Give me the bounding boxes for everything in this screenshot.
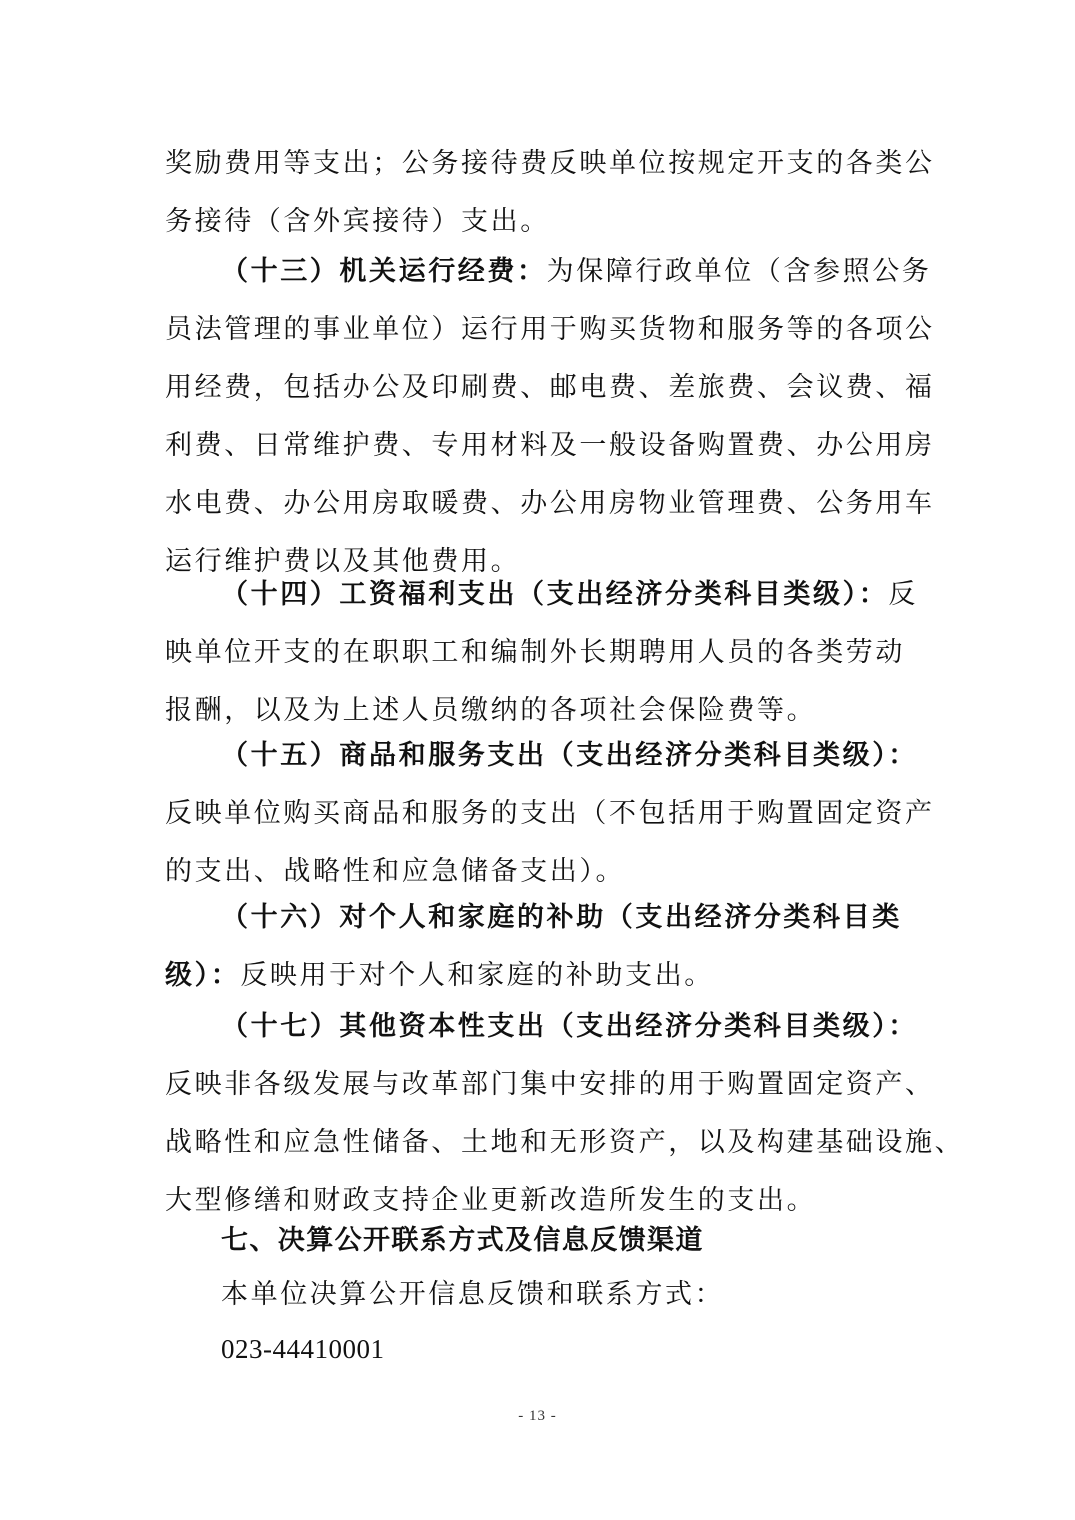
paragraph-line	[165, 998, 925, 1056]
body-text: 映单位开支的在职职工和编制外长期聘用人员的各类劳动	[165, 637, 905, 668]
paragraph-goods-services	[165, 727, 935, 901]
body-text: 奖励费用等支出；公务接待费反映单位按规定开支的各类公	[165, 148, 935, 179]
body-text: 战略性和应急性储备、土地和无形资产，以及构建基础设施、	[165, 1127, 965, 1158]
paragraph-wages-welfare	[165, 566, 925, 740]
item-title: （十五）商品和服务支出（支出经济分类科目类级）：	[221, 740, 918, 771]
paragraph-line	[165, 624, 925, 682]
body-text: 反	[888, 579, 918, 610]
paragraph-capital-expenditure	[165, 998, 965, 1230]
paragraph-line	[165, 785, 935, 843]
paragraph-line	[165, 475, 935, 533]
item-title: （十六）对个人和家庭的补助（支出经济分类科目类	[221, 902, 902, 933]
body-text: 员法管理的事业单位）运行用于购买货物和服务等的各项公	[165, 314, 935, 345]
paragraph-operating-funds	[165, 243, 935, 591]
body-text: 反映用于对个人和家庭的补助支出。	[240, 960, 714, 991]
paragraph-line	[165, 947, 925, 1005]
body-text: 水电费、办公用房取暖费、办公用房物业管理费、公务用车	[165, 488, 935, 519]
body-text: 的支出、战略性和应急储备支出）。	[165, 856, 626, 887]
body-text: 大型修缮和财政支持企业更新改造所发生的支出。	[165, 1185, 817, 1216]
paragraph-line	[165, 566, 925, 624]
contact-phone	[165, 1320, 925, 1378]
paragraph-line	[165, 1056, 935, 1114]
contact-intro-text: 本单位决算公开信息反馈和联系方式：	[221, 1279, 725, 1310]
item-title: （十四）工资福利支出（支出经济分类科目类级）：	[221, 579, 889, 610]
section-title: 七、决算公开联系方式及信息反馈渠道	[221, 1225, 704, 1256]
paragraph-line	[165, 359, 935, 417]
body-text: 运行维护费以及其他费用。	[165, 546, 521, 577]
paragraph-line	[165, 727, 925, 785]
paragraph-household-subsidy	[165, 889, 925, 1005]
body-text: 用经费，包括办公及印刷费、邮电费、差旅费、会议费、福	[165, 372, 935, 403]
body-text: 反映非各级发展与改革部门集中安排的用于购置固定资产、	[165, 1069, 935, 1100]
paragraph-line	[165, 135, 935, 193]
contact-phone-number: 023-44410001	[221, 1334, 385, 1364]
body-text: 务接待（含外宾接待）支出。	[165, 206, 550, 237]
body-text: 为保障行政单位（含参照公务	[546, 256, 932, 287]
item-title: 级）：	[165, 960, 241, 991]
body-text: 利费、日常维护费、专用材料及一般设备购置费、办公用房	[165, 430, 935, 461]
paragraph-line	[165, 301, 935, 359]
paragraph-line	[165, 1114, 965, 1172]
page-number: - 13 -	[518, 1408, 557, 1424]
paragraph-line	[165, 889, 925, 947]
body-text: 报酬，以及为上述人员缴纳的各项社会保险费等。	[165, 695, 817, 726]
body-text: 反映单位购买商品和服务的支出（不包括用于购置固定资产	[165, 798, 935, 829]
paragraph-line	[165, 417, 935, 475]
paragraph-reception-fee	[165, 135, 935, 251]
paragraph-line	[165, 243, 932, 301]
item-title: （十三）机关运行经费：	[221, 256, 547, 287]
contact-intro	[165, 1266, 925, 1324]
section-heading	[165, 1212, 925, 1270]
item-title: （十七）其他资本性支出（支出经济分类科目类级）：	[221, 1011, 918, 1042]
